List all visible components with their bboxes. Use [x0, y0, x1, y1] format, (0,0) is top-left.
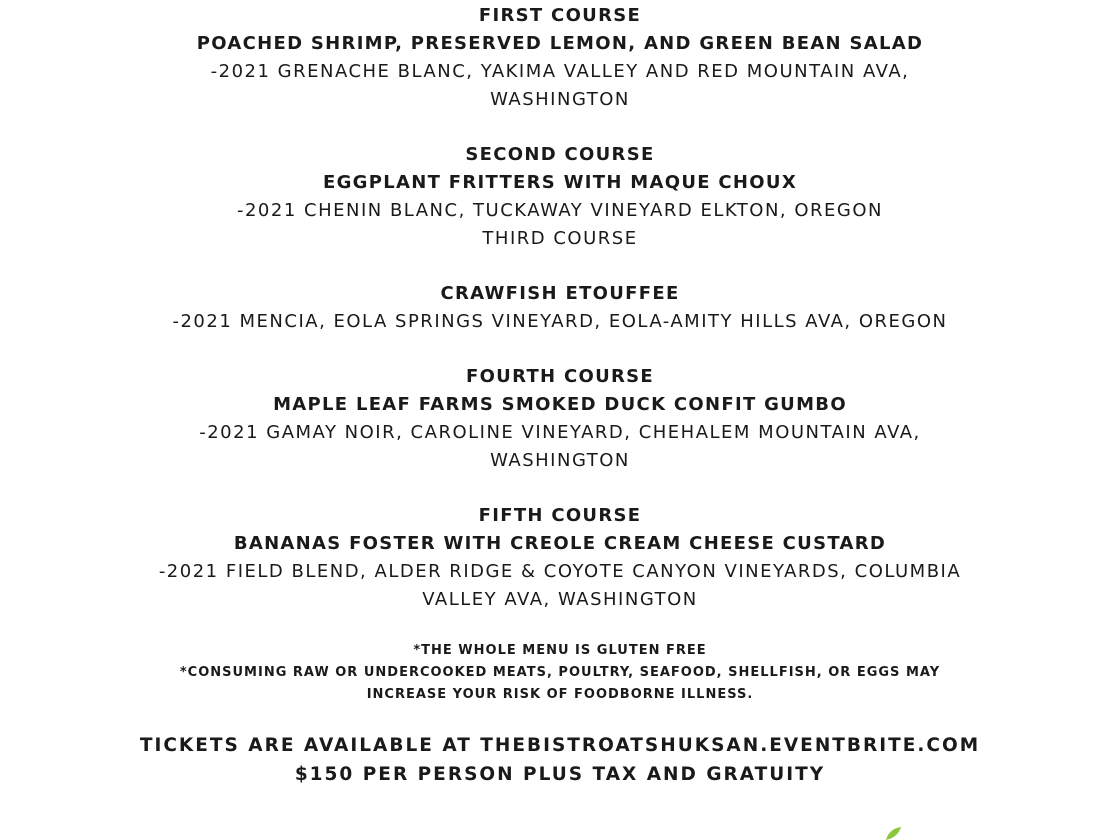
course-wine: -2021 CHENIN BLANC, TUCKAWAY VINEYARD ELKTON, OREGON [236, 200, 883, 221]
course-second [0, 141, 1120, 253]
course-dish: CRAWFISH ETOUFFEE [440, 283, 680, 304]
course-dish: POACHED SHRIMP, PRESERVED LEMON, AND GREEN BEAN SALAD [196, 33, 924, 54]
course-dish: EGGPLANT FRITTERS WITH MAQUE CHOUX [322, 172, 797, 193]
course-wine: -2021 GRENACHE BLANC, YAKIMA VALLEY AND RED MOUNTAIN AVA, [210, 61, 910, 82]
course-dish: MAPLE LEAF FARMS SMOKED DUCK CONFIT GUMBO [273, 394, 847, 415]
menu-courses [0, 2, 1120, 614]
course-fifth [0, 502, 1120, 614]
course-heading: FOURTH COURSE [465, 366, 655, 387]
spacer [0, 475, 1120, 502]
course-fourth [0, 363, 1120, 475]
course-third [0, 280, 1120, 336]
course-dish: BANANAS FOSTER WITH CREOLE CREAM CHEESE CUSTARD [233, 533, 887, 554]
leaf-icon [884, 826, 902, 840]
course-wine: WASHINGTON [490, 450, 630, 471]
course-wine: -2021 FIELD BLEND, ALDER RIDGE & COYOTE CANYON VINEYARDS, COLUMBIA [158, 561, 962, 582]
course-wine: -2021 GAMAY NOIR, CAROLINE VINEYARD, CHEHALEM MOUNTAIN AVA, [199, 422, 921, 443]
ticket-info [0, 731, 1120, 789]
gluten-free-note: *THE WHOLE MENU IS GLUTEN FREE [413, 643, 707, 658]
course-wine: VALLEY AVA, WASHINGTON [422, 589, 698, 610]
ticket-price-line: $150 PER PERSON PLUS TAX AND GRATUITY [294, 764, 826, 785]
consumption-warning: *CONSUMING RAW OR UNDERCOOKED MEATS, POULTRY, SEAFOOD, SHELLFISH, OR EGGS MAY [179, 665, 941, 680]
ticket-url-line: TICKETS ARE AVAILABLE AT THEBISTROATSHUKSAN.EVENTBRITE.COM [139, 735, 981, 756]
course-wine: THIRD COURSE [482, 228, 638, 249]
course-wine: WASHINGTON [490, 89, 630, 110]
course-wine: -2021 MENCIA, EOLA SPRINGS VINEYARD, EOLA-AMITY HILLS AVA, OREGON [172, 311, 948, 332]
course-heading: SECOND COURSE [465, 144, 655, 165]
course-heading: FIFTH COURSE [478, 505, 642, 526]
spacer [0, 114, 1120, 141]
course-heading: FIRST COURSE [478, 5, 642, 26]
spacer [0, 336, 1120, 363]
course-first [0, 2, 1120, 114]
consumption-warning: INCREASE YOUR RISK OF FOODBORNE ILLNESS. [366, 687, 754, 702]
spacer [0, 253, 1120, 280]
menu-notes [0, 640, 1120, 706]
